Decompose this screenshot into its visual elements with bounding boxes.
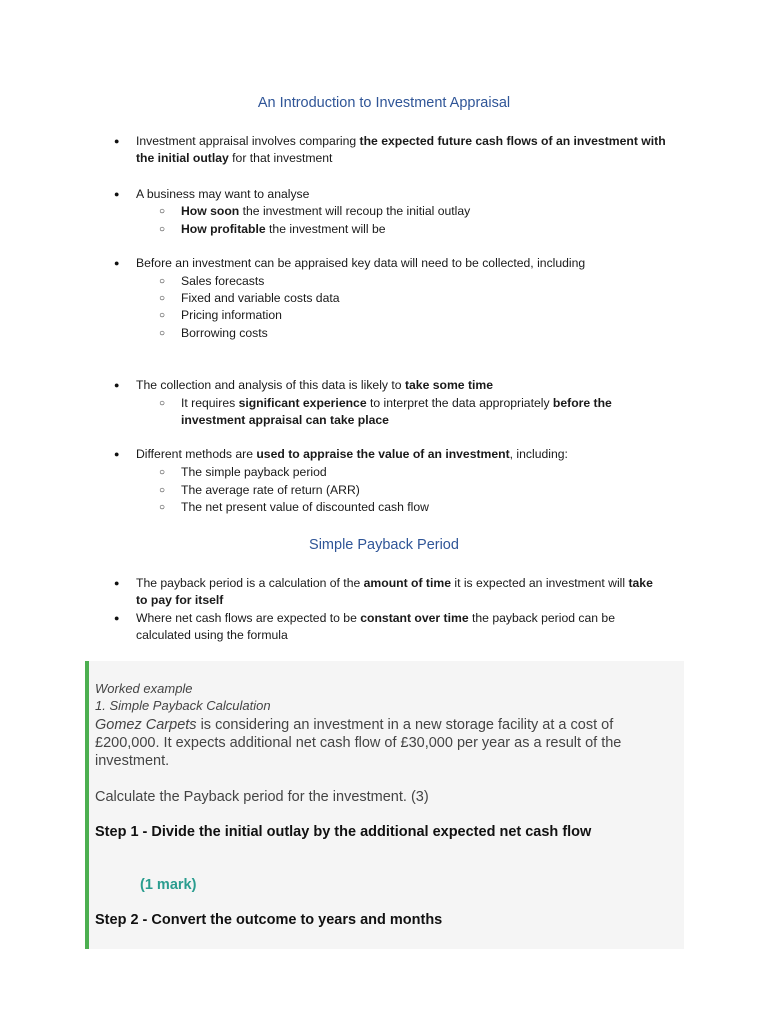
bullet-icon: ● bbox=[114, 578, 120, 588]
list-item: How profitable the investment will be bbox=[181, 222, 386, 236]
mark-label: (1 mark) bbox=[140, 877, 197, 893]
bullet-icon: ● bbox=[114, 258, 120, 268]
paragraph-line: Before an investment can be appraised key data will need to be collected, including bbox=[136, 256, 586, 270]
paragraph-line: Where net cash flows are expected to be constant over time the payback period can be bbox=[136, 611, 615, 625]
sub-bullet-icon: ○ bbox=[159, 467, 166, 478]
list-item: How soon the investment will recoup the initial outlay bbox=[181, 204, 471, 218]
sub-bullet-icon: ○ bbox=[159, 502, 166, 513]
list-item: The simple payback period bbox=[181, 465, 327, 479]
example-body: Gomez Carpets is considering an investment in a new storage facility at a cost of £200,000. It expects additional net cash flow of £30,000 per year as a result of the investment. bbox=[95, 717, 622, 769]
paragraph-line: The payback period is a calculation of the amount of time it is expected an investment will take bbox=[136, 576, 653, 590]
paragraph-line: calculated using the formula bbox=[136, 628, 288, 642]
paragraph-line: A business may want to analyse bbox=[136, 187, 310, 201]
worked-example-box bbox=[85, 661, 684, 949]
sub-bullet-icon: ○ bbox=[159, 206, 166, 217]
list-item: Fixed and variable costs data bbox=[181, 291, 340, 305]
section-title: Simple Payback Period bbox=[309, 537, 459, 553]
sub-bullet-icon: ○ bbox=[159, 398, 166, 409]
bullet-icon: ● bbox=[114, 380, 120, 390]
bullet-icon: ● bbox=[114, 189, 120, 199]
sub-bullet-icon: ○ bbox=[159, 224, 166, 235]
step-2: Step 2 - Convert the outcome to years and months bbox=[95, 912, 443, 928]
example-question: Calculate the Payback period for the investment. (3) bbox=[95, 789, 429, 805]
sub-bullet-icon: ○ bbox=[159, 293, 166, 304]
list-item: The net present value of discounted cash flow bbox=[181, 500, 429, 514]
paragraph-line: Different methods are used to appraise the value of an investment, including: bbox=[136, 447, 568, 461]
page-title: An Introduction to Investment Appraisal bbox=[257, 95, 511, 111]
sub-bullet-icon: ○ bbox=[159, 328, 166, 339]
paragraph-line: The collection and analysis of this data is likely to take some time bbox=[136, 378, 494, 392]
company-name: Gomez Carpets bbox=[95, 717, 197, 733]
bullet-icon: ● bbox=[114, 613, 120, 623]
list-item: Sales forecasts bbox=[181, 274, 265, 288]
list-item: Pricing information bbox=[181, 308, 282, 322]
bullet-icon: ● bbox=[114, 136, 120, 146]
paragraph-line: the initial outlay for that investment bbox=[136, 151, 333, 165]
sub-bullet-icon: ○ bbox=[159, 485, 166, 496]
paragraph-line: Investment appraisal involves comparing the expected future cash flows of an investment with bbox=[136, 134, 666, 148]
list-item: The average rate of return (ARR) bbox=[181, 483, 360, 497]
sub-bullet-icon: ○ bbox=[159, 310, 166, 321]
example-label: Worked example bbox=[95, 681, 193, 696]
list-item-continuation: investment appraisal can take place bbox=[181, 413, 389, 427]
bullet-icon: ● bbox=[114, 449, 120, 459]
sub-bullet-icon: ○ bbox=[159, 276, 166, 287]
list-item: It requires significant experience to interpret the data appropriately before the bbox=[181, 396, 612, 410]
list-item: Borrowing costs bbox=[181, 326, 268, 340]
example-subtitle: 1. Simple Payback Calculation bbox=[95, 698, 271, 713]
step-1: Step 1 - Divide the initial outlay by the additional expected net cash flow bbox=[95, 824, 592, 840]
paragraph-line: to pay for itself bbox=[136, 593, 224, 607]
